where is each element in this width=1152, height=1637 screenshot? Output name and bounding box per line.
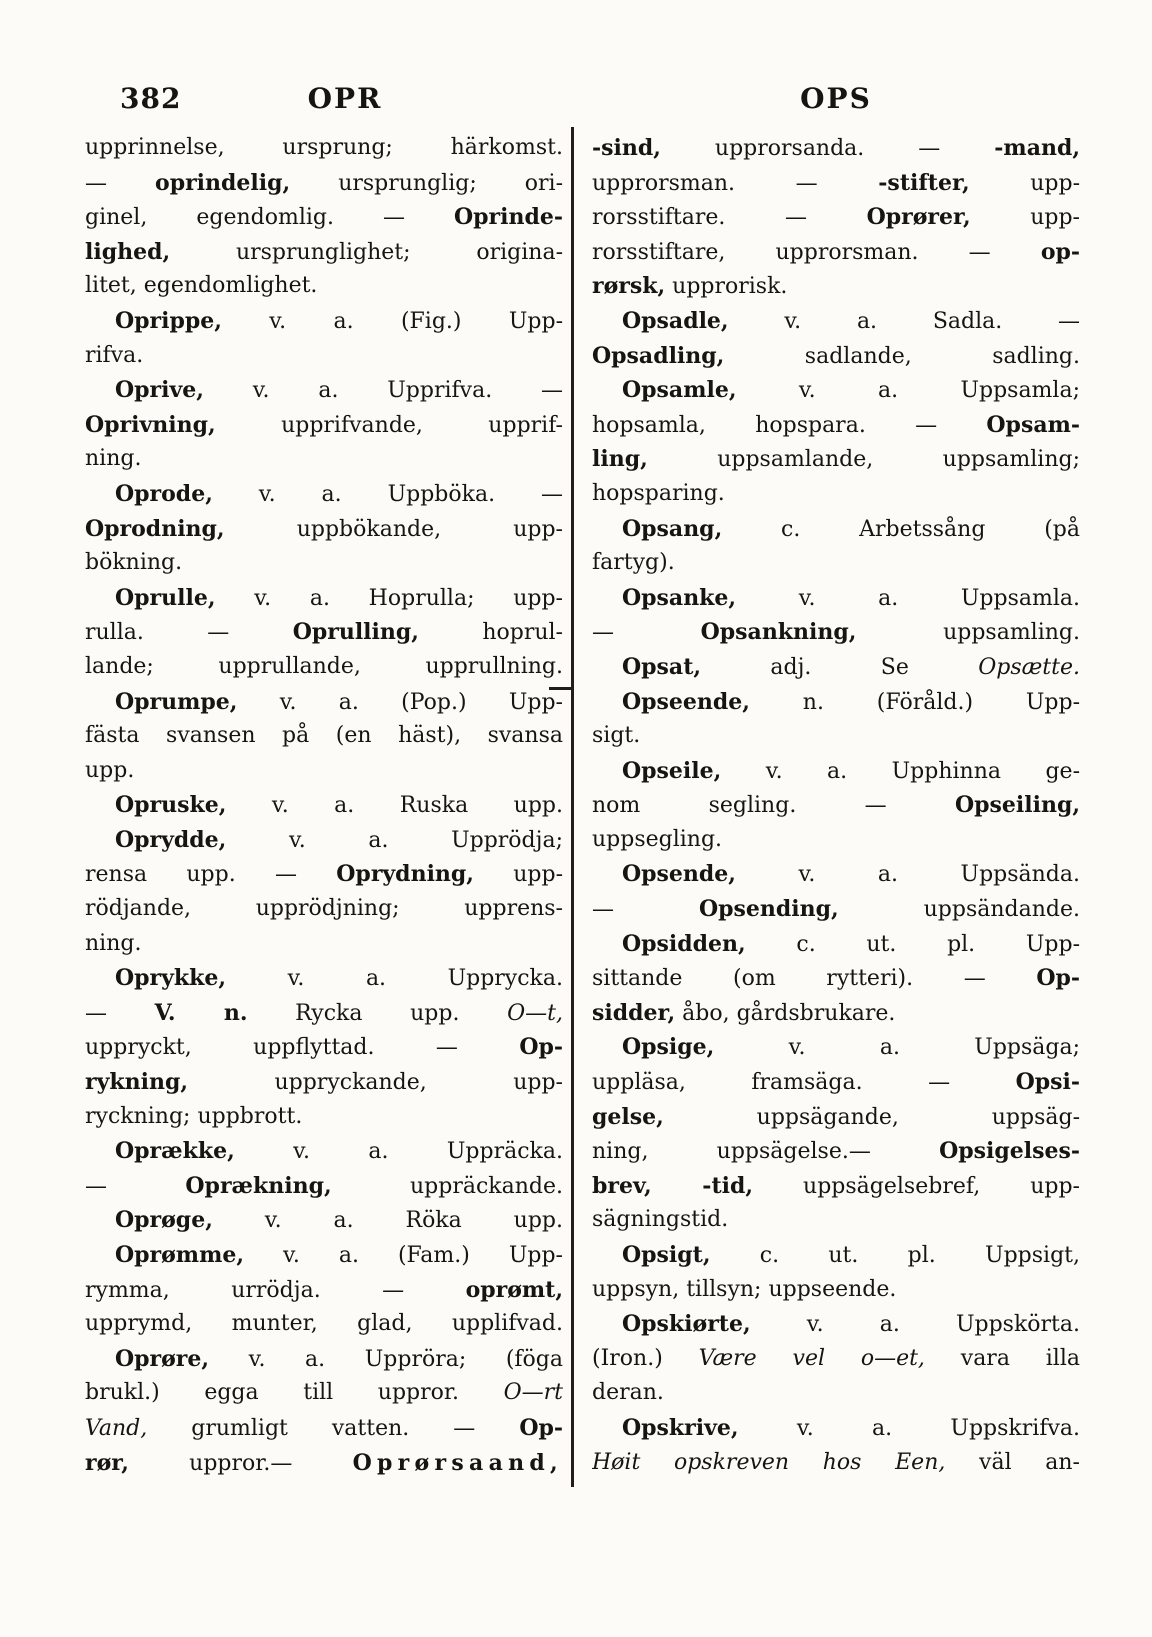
body-text: v. a. (Fam.) Upp- — [244, 1243, 563, 1268]
headword-text: -mand, — [994, 135, 1080, 161]
body-text: v. a. Uppskrifva. — [738, 1415, 1080, 1441]
body-text: v. a. Uppsamla. — [736, 585, 1080, 611]
italic-phrase: Vand, — [85, 1415, 148, 1441]
text-line — [592, 373, 1080, 408]
body-text: ryckning; uppbrott. — [85, 1103, 303, 1129]
column-left-body — [85, 131, 563, 1480]
body-text: sägningstid. — [592, 1207, 729, 1233]
text-line — [85, 823, 563, 858]
body-text: hopsamla, hopspara. — — [592, 412, 987, 438]
text-line — [592, 512, 1080, 547]
body-text: v. a. Hoprulla; upp- — [215, 585, 563, 611]
headword-text: Oprinde- — [453, 204, 563, 231]
body-text: v. a. Uppröra; (föga — [209, 1346, 563, 1372]
headword-text: Oprodning, — [85, 515, 225, 542]
body-text: ning. — [85, 446, 142, 472]
text-line — [85, 1030, 563, 1065]
headword-text: Oprulle, — [115, 584, 216, 611]
italic-phrase: Høit opskreven hos Een, — [592, 1449, 946, 1475]
body-text: v. a. (Fig.) Upp- — [221, 308, 563, 334]
headword-text: -stifter, — [878, 169, 970, 196]
body-text: uppror.— — [128, 1450, 353, 1476]
body-text: v. a. Upprödja; — [226, 827, 563, 853]
headword-text: Oprøre, — [115, 1345, 210, 1372]
body-text: deran. — [592, 1380, 664, 1406]
body-text: ursprunglig; ori- — [290, 170, 563, 196]
headword-text: op- — [1040, 238, 1080, 265]
headword-text: Opsat, — [622, 653, 702, 680]
body-text: uppbökande, upp- — [224, 516, 563, 542]
body-text: åbo, gårdsbrukare. — [675, 1000, 896, 1026]
text-line — [592, 408, 1080, 443]
headword-text: Oprulling, — [292, 619, 419, 646]
text-line — [592, 1203, 1080, 1238]
text-line — [592, 892, 1080, 927]
headword-text: Opskrive, — [622, 1414, 739, 1441]
text-line — [85, 477, 563, 512]
text-line — [85, 1307, 563, 1342]
page-number: 382 — [120, 82, 182, 115]
text-line — [85, 442, 563, 477]
body-text: v. a. Upphinna ge- — [721, 758, 1080, 784]
text-line — [85, 546, 563, 581]
headword-text: rør, — [85, 1449, 129, 1476]
body-text: upprifvande, upprif- — [215, 412, 563, 438]
body-text: lande; upprullande, upprullning. — [85, 653, 563, 679]
text-line — [592, 615, 1080, 650]
text-line — [85, 1376, 563, 1411]
text-line — [85, 615, 563, 650]
body-text: nom segling. — — [592, 793, 955, 819]
text-line — [85, 200, 563, 235]
headword-text: Opsamle, — [622, 377, 737, 404]
body-text: v. a. Sadla. — — [728, 308, 1080, 334]
text-line — [85, 1100, 563, 1135]
body-text: upp- — [970, 205, 1080, 231]
running-head-left: OPR — [307, 82, 383, 115]
headword-text: sidder, — [592, 999, 676, 1026]
text-line — [85, 1134, 563, 1169]
text-line — [592, 235, 1080, 270]
text-line — [85, 927, 563, 962]
text-line — [592, 996, 1080, 1031]
headword-text: -sind, — [592, 135, 661, 161]
headword-text: Oprørsaand, — [352, 1449, 563, 1476]
headword-text: rykning, — [85, 1069, 189, 1096]
headword-text: Opsigt, — [622, 1242, 711, 1268]
body-text: sigt. — [592, 723, 641, 749]
body-text: bökning. — [85, 550, 183, 576]
body-text: v. a. Ruska upp. — [226, 793, 563, 819]
body-text: upprorisk. — [665, 274, 788, 300]
body-text: uppläsa, framsäga. — — [592, 1070, 1016, 1096]
headword-text: Opsige, — [622, 1034, 715, 1061]
body-text: uppryckt, uppflyttad. — — [85, 1035, 520, 1061]
column-divider-rule — [571, 127, 574, 1487]
headword-text: Opsending, — [698, 896, 839, 923]
headword-text: oprindelig, — [155, 169, 291, 196]
headword-text: Oprivning, — [85, 411, 216, 438]
headword-text: Op- — [519, 1034, 563, 1061]
text-line — [85, 1065, 563, 1100]
body-text: hopsparing. — [592, 480, 725, 506]
text-line — [592, 1411, 1080, 1446]
headword-text: Opsidden, — [622, 930, 746, 957]
text-line — [85, 1342, 563, 1377]
headword-text: rørsk, — [592, 273, 666, 300]
body-text: ning, uppsägelse.— — [592, 1139, 940, 1165]
body-text: — — [592, 897, 699, 923]
headword-text: ling, — [592, 446, 648, 473]
body-text: upp- — [969, 170, 1080, 196]
text-line — [85, 512, 563, 547]
body-text: — — [85, 1000, 155, 1026]
headword-text: Oprække, — [115, 1138, 235, 1165]
body-text: v. a. Uppräcka. — [234, 1139, 563, 1165]
text-line — [592, 719, 1080, 754]
text-line — [592, 200, 1080, 235]
text-line — [85, 788, 563, 823]
text-line — [85, 581, 563, 616]
text-line — [592, 1376, 1080, 1411]
headword-text: Opsigelses- — [939, 1138, 1080, 1165]
body-text: — — [85, 1173, 186, 1199]
body-text: uppsegling. — [592, 826, 723, 852]
body-text: — — [592, 620, 701, 646]
text-line — [85, 373, 563, 408]
text-line — [85, 1446, 563, 1481]
headword-text: oprømt, — [465, 1276, 563, 1303]
text-line — [592, 1169, 1080, 1204]
text-line — [592, 1238, 1080, 1273]
headword-text: Oprører, — [866, 204, 971, 231]
body-text: brukl.) egga till uppror. — [85, 1380, 504, 1406]
body-text: uppryckande, upp- — [188, 1070, 563, 1096]
text-line — [592, 788, 1080, 823]
body-text: sittande (om rytteri). — — [592, 966, 1037, 992]
headword-text: Opsadling, — [592, 342, 725, 369]
text-line — [85, 685, 563, 720]
headword-text: Opsankning, — [700, 619, 857, 646]
headword-text: V. n. — [154, 999, 248, 1026]
italic-phrase: Være vel o—et, — [698, 1345, 925, 1371]
text-line — [592, 754, 1080, 789]
body-text: v. a. Uppsamla; — [736, 378, 1080, 404]
text-line — [85, 269, 563, 304]
text-line — [592, 1307, 1080, 1342]
body-text: uppsamling. — [856, 620, 1080, 646]
body-text: (Iron.) — [592, 1345, 699, 1371]
text-line — [592, 131, 1080, 166]
headword-text: Oprive, — [115, 377, 204, 404]
headword-text: Oprode, — [115, 480, 213, 507]
body-text: v. a. Upprycka. — [226, 966, 563, 992]
body-text: upprorsanda. — — [660, 136, 995, 161]
column-right-body — [592, 131, 1080, 1480]
body-text: fästa svansen på (en häst), svansa — [85, 723, 563, 749]
text-line — [85, 1273, 563, 1308]
text-line — [592, 1342, 1080, 1377]
body-text: uppsägelsebref, upp- — [753, 1173, 1080, 1199]
headword-text: Oprydning, — [336, 861, 474, 888]
headword-text: Oprumpe, — [115, 688, 238, 715]
text-line — [592, 1030, 1080, 1065]
body-text: Rycka upp. — [247, 1000, 508, 1026]
body-text: v. a. Uppskörta. — [750, 1312, 1080, 1338]
text-line — [592, 581, 1080, 616]
text-line — [85, 1238, 563, 1273]
body-text: rifva. — [85, 342, 144, 368]
body-text: upprinnelse, ursprung; härkomst. — [85, 135, 563, 160]
text-line — [85, 1411, 563, 1446]
body-text: v. a. Uppsända. — [735, 862, 1080, 888]
headword-text: lighed, — [85, 238, 171, 265]
text-line — [592, 304, 1080, 339]
body-text: v. a. (Pop.) Upp- — [237, 689, 563, 715]
text-line — [592, 1134, 1080, 1169]
text-line — [592, 961, 1080, 996]
headword-text: Oprydde, — [115, 826, 227, 853]
body-text: upprymd, munter, glad, upplifvad. — [85, 1311, 563, 1337]
text-line — [592, 477, 1080, 512]
headword-text: Opruske, — [115, 792, 227, 819]
body-text: uppräckande. — [331, 1173, 563, 1199]
running-head-right: OPS — [800, 82, 872, 115]
headword-text: Opseiling, — [954, 792, 1080, 819]
headword-text: Opskiørte, — [622, 1311, 751, 1338]
body-text: väl an- — [945, 1449, 1080, 1475]
headword-text: Oprøge, — [115, 1207, 213, 1234]
headword-text: Oprækning, — [185, 1172, 332, 1199]
body-text: ginel, egendomlig. — — [85, 205, 454, 231]
body-text: grumligt vatten. — — [147, 1415, 520, 1441]
text-line — [592, 166, 1080, 201]
body-text: uppsändande. — [838, 897, 1080, 923]
body-text: v. a. Uppböka. — — [212, 481, 563, 507]
text-line — [592, 927, 1080, 962]
text-line — [592, 650, 1080, 685]
headword-text: Opsanke, — [622, 584, 737, 611]
headword-text: Opsang, — [622, 515, 723, 542]
headword-text: Oprippe, — [115, 307, 222, 334]
text-line — [85, 1203, 563, 1238]
body-text: vara illa — [924, 1345, 1080, 1371]
text-line — [592, 269, 1080, 304]
body-text: sadlande, sadling. — [724, 343, 1080, 369]
body-text: uppsägande, uppsäg- — [663, 1104, 1080, 1130]
text-line — [85, 166, 563, 201]
text-line — [85, 961, 563, 996]
body-text: hoprul- — [418, 620, 563, 646]
body-text: v. a. Röka upp. — [212, 1208, 563, 1234]
headword-text: gelse, — [592, 1103, 664, 1130]
body-text: fartyg). — [592, 550, 675, 576]
text-line — [592, 546, 1080, 581]
text-line — [592, 442, 1080, 477]
body-text: — — [85, 170, 156, 196]
italic-phrase: Opsætte. — [978, 654, 1080, 680]
text-line — [85, 892, 563, 927]
text-line — [85, 235, 563, 270]
body-text: upp. — [85, 757, 135, 783]
text-line — [592, 823, 1080, 858]
headword-text: Oprykke, — [115, 965, 227, 992]
headword-text: Opsi- — [1015, 1069, 1080, 1096]
headword-text: Opsende, — [622, 861, 736, 888]
body-text: c. Arbetssång (på — [722, 516, 1080, 542]
text-line — [85, 857, 563, 892]
body-text: c. ut. pl. Upp- — [745, 931, 1080, 957]
headword-text: Opsadle, — [622, 307, 729, 334]
text-line — [85, 719, 563, 754]
text-line — [592, 1446, 1080, 1481]
headword-text: Oprømme, — [115, 1242, 245, 1268]
text-line — [592, 685, 1080, 720]
body-text: upp- — [473, 862, 563, 888]
body-text: rorsstiftare, upprorsman. — — [592, 239, 1041, 265]
text-line — [85, 131, 563, 166]
headword-text: Opseile, — [622, 757, 722, 784]
headword-text: Op- — [519, 1414, 563, 1441]
body-text: c. ut. pl. Uppsigt, — [710, 1243, 1080, 1268]
body-text: rorsstiftare. — — [592, 205, 867, 231]
body-text: adj. Se — [701, 654, 979, 680]
text-line — [85, 650, 563, 685]
text-line — [592, 339, 1080, 374]
body-text: upprorsman. — — [592, 170, 879, 196]
body-text: rymma, urrödja. — — [85, 1277, 466, 1303]
headword-text: brev, -tid, — [592, 1172, 754, 1199]
italic-phrase: O—t, — [507, 1000, 563, 1026]
text-line — [85, 754, 563, 789]
body-text: rensa upp. — — [85, 862, 337, 888]
body-text: ning. — [85, 930, 142, 956]
body-text: uppsamlande, uppsamling; — [647, 447, 1080, 473]
text-line — [85, 339, 563, 374]
body-text: litet, egendomlighet. — [85, 273, 318, 299]
text-line — [85, 408, 563, 443]
text-line — [85, 996, 563, 1031]
text-line — [85, 1169, 563, 1204]
body-text: n. (Föråld.) Upp- — [749, 689, 1080, 715]
body-text: v. a. Upprifva. — — [203, 378, 563, 404]
headword-text: Op- — [1036, 965, 1080, 992]
italic-phrase: O—rt — [503, 1380, 563, 1406]
text-line — [592, 1100, 1080, 1135]
body-text: ursprunglighet; origina- — [170, 239, 563, 265]
headword-text: Opsam- — [986, 411, 1080, 438]
headword-text: Opseende, — [622, 688, 750, 715]
text-line — [592, 1273, 1080, 1308]
text-line — [592, 857, 1080, 892]
text-line — [85, 304, 563, 339]
body-text: v. a. Uppsäga; — [714, 1035, 1080, 1061]
text-line — [592, 1065, 1080, 1100]
body-text: rulla. — — [85, 620, 293, 646]
body-text: rödjande, upprödjning; upprens- — [85, 896, 563, 922]
body-text: uppsyn, tillsyn; uppseende. — [592, 1276, 897, 1302]
